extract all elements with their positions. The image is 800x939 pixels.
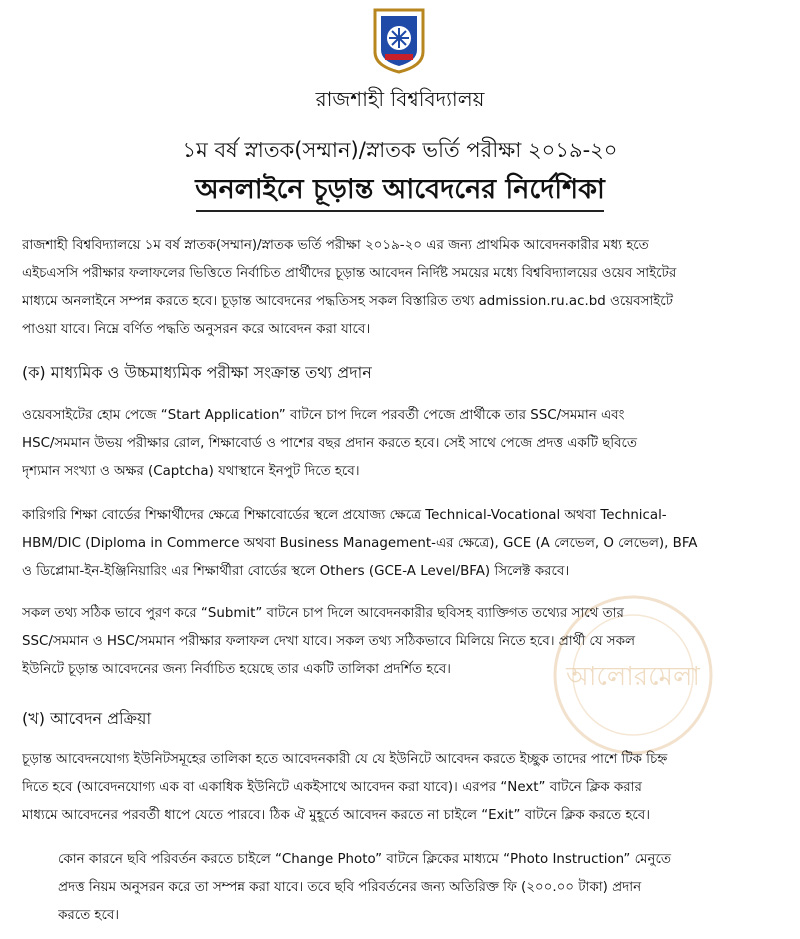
paragraph-line: দৃশ্যমান সংখ্যা ও অক্ষর (Captcha) যথাস্থানে ইনপুট দিতে হবে। bbox=[22, 464, 360, 479]
university-logo bbox=[371, 8, 427, 74]
section-ka-paragraph-1 bbox=[22, 402, 778, 486]
university-name: রাজশাহী বিশ্ববিদ্যালয় bbox=[315, 87, 485, 111]
paragraph-line: দিতে হবে (আবেদনযোগ্য এক বা একাধিক ইউনিটে একইসাথে আবেদন করা যাবে)। এরপর “Next” বাটনে ক্লিক করার bbox=[22, 780, 642, 795]
section-kha-paragraph-1 bbox=[22, 746, 778, 830]
paragraph-line: কারিগরি শিক্ষা বোর্ডের শিক্ষার্থীদের ক্ষেত্রে শিক্ষাবোর্ডের স্থলে প্রযোজ্য ক্ষেত্রে Technical-Vocational অথবা Technical- bbox=[22, 508, 667, 523]
watermark-text: আলোরমেলা bbox=[566, 662, 700, 692]
paragraph-line: কোন কারনে ছবি পরিবর্তন করতে চাইলে “Change Photo” বাটনে ক্লিকের মাধ্যমে “Photo Instruction” মেনুতে bbox=[58, 852, 671, 867]
title-underline bbox=[196, 210, 604, 212]
intro-line: রাজশাহী বিশ্ববিদ্যালয়ে ১ম বর্ষ স্নাতক(সম্মান)/স্নাতক ভর্তি পরীক্ষা ২০১৯-২০ এর জন্য প্রাথমিক আবেদনকারীর মধ্য হতে bbox=[22, 238, 649, 253]
paragraph-line: ওয়েবসাইটের হোম পেজে “Start Application” বাটনে চাপ দিলে পরবর্তী পেজে প্রার্থীকে তার SSC/সমমান এবং bbox=[22, 408, 625, 423]
paragraph-line: সকল তথ্য সঠিক ভাবে পুরণ করে “Submit” বাটনে চাপ দিলে আবেদনকারীর ছবিসহ ব্যাক্তিগত তথ্যের সাথে তার bbox=[22, 606, 624, 621]
section-kha-paragraph-2 bbox=[58, 846, 778, 930]
intro-line: মাধ্যমে অনলাইনে সম্পন্ন করতে হবে। চূড়ান্ত আবেদনের পদ্ধতিসহ সকল বিস্তারিত তথ্য admission.ru.ac.bd ওয়েবসাইটে bbox=[22, 294, 673, 309]
paragraph-line: HBM/DIC (Diploma in Commerce অথবা Business Management-এর ক্ষেত্রে), GCE (A লেভেল, O লেভেল), BFA bbox=[22, 536, 698, 551]
paragraph-line: মাধ্যমে আবেদনের পরবর্তী ধাপে যেতে পারবে। ঠিক ঐ মুহূর্তে আবেদন করতে না চাইলে “Exit” বাটনে ক্লিক করতে হবে। bbox=[22, 808, 650, 823]
section-kha-heading: (খ) আবেদন প্রক্রিয়া bbox=[22, 709, 152, 728]
intro-paragraph bbox=[22, 232, 778, 344]
paragraph-line: ইউনিটে চূড়ান্ত আবেদনের জন্য নির্বাচিত হয়েছে তার একটি তালিকা প্রদর্শিত হবে। bbox=[22, 662, 451, 677]
paragraph-line: চূড়ান্ত আবেদনযোগ্য ইউনিটসমূহের তালিকা হতে আবেদনকারী যে যে ইউনিটে আবেদন করতে ইচ্ছুক তাদের পাশে টিক চিহ্ন bbox=[22, 752, 668, 767]
paragraph-line: প্রদত্ত নিয়ম অনুসরন করে তা সম্পন্ন করা যাবে। তবে ছবি পরিবর্তনের জন্য অতিরিক্ত ফি (২০০.০০ টাকা) প্রদান bbox=[58, 880, 642, 895]
paragraph-line: ও ডিপ্লোমা-ইন-ইঞ্জিনিয়ারিং এর শিক্ষার্থীরা বোর্ডের স্থলে Others (GCE-A Level/BFA) সিলেক্ট করবে। bbox=[22, 564, 570, 579]
paragraph-line: SSC/সমমান ও HSC/সমমান পরীক্ষার ফলাফল দেখা যাবে। সকল তথ্য সঠিকভাবে মিলিয়ে নিতে হবে। প্রার্থী যে সকল bbox=[22, 634, 636, 649]
intro-line: পাওয়া যাবে। নিম্নে বর্ণিত পদ্ধতি অনুসরন করে আবেদন করা যাবে। bbox=[22, 322, 371, 337]
paragraph-line: করতে হবে। bbox=[58, 908, 120, 923]
section-ka-paragraph-2 bbox=[22, 502, 778, 586]
paragraph-line: HSC/সমমান উভয় পরীক্ষার রোল, শিক্ষাবোর্ড ও পাশের বছর প্রদান করতে হবে। সেই সাথে পেজে প্রদত্ত একটি ছবিতে bbox=[22, 436, 637, 451]
intro-line: এইচএসসি পরীক্ষার ফলাফলের ভিত্তিতে নির্বাচিত প্রার্থীদের চূড়ান্ত আবেদন নির্দিষ্ট সময়ের মধ্যে বিশ্ববিদ্যালয়ের ওয়েব সাইটের bbox=[22, 266, 677, 281]
exam-title: ১ম বর্ষ স্নাতক(সম্মান)/স্নাতক ভর্তি পরীক্ষা ২০১৯-২০ bbox=[182, 138, 618, 162]
guide-title: অনলাইনে চূড়ান্ত আবেদনের নির্দেশিকা bbox=[195, 174, 605, 205]
section-ka-heading: (ক) মাধ্যমিক ও উচ্চমাধ্যমিক পরীক্ষা সংক্রান্ত তথ্য প্রদান bbox=[22, 363, 372, 382]
section-ka-paragraph-3 bbox=[22, 600, 778, 684]
